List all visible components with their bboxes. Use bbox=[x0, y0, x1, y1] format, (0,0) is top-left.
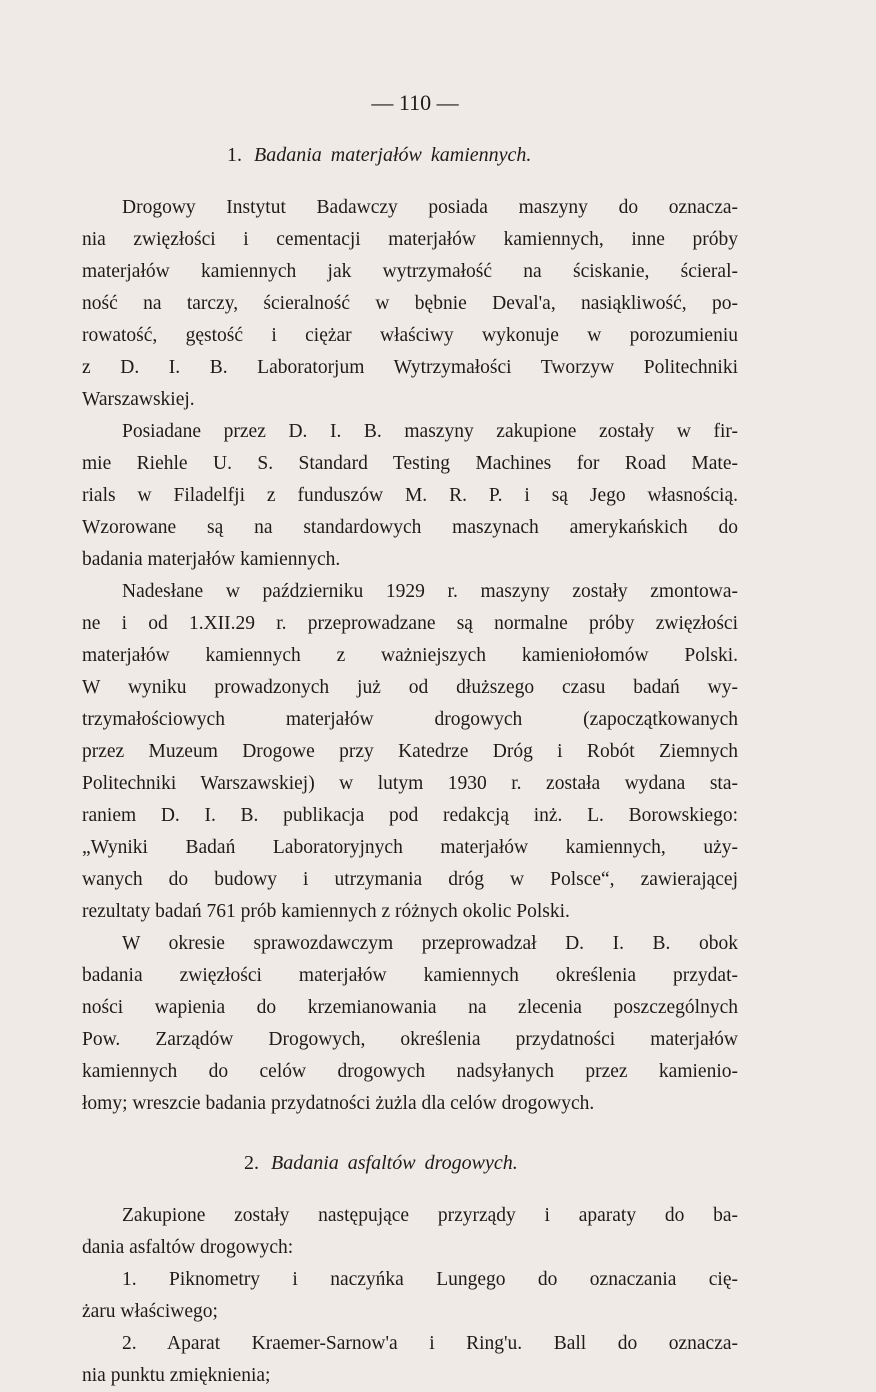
text-line: Nadesłane w październiku 1929 r. maszyny zostały zmontowa- bbox=[122, 581, 738, 602]
text-line: W wyniku prowadzonych już od dłuższego czasu badań wy- bbox=[82, 677, 738, 698]
page-number: — 110 — bbox=[371, 90, 459, 115]
document-page bbox=[82, 86, 738, 1392]
text-line: dania asfaltów drogowych: bbox=[82, 1237, 294, 1258]
text-line: raniem D. I. B. publikacja pod redakcją inż. L. Borowskiego: bbox=[82, 805, 738, 826]
text-line: 1. Piknometry i naczyńka Lungego do oznaczania cię- bbox=[122, 1269, 738, 1290]
section-heading-2 bbox=[82, 1148, 738, 1178]
paragraph bbox=[82, 1200, 738, 1264]
text-line: ności wapienia do krzemianowania na zlecenia poszczególnych bbox=[82, 997, 738, 1018]
section-title: Badania asfaltów drogowych. bbox=[271, 1152, 518, 1174]
text-line: materjałów kamiennych jak wytrzymałość na ściskanie, ścieral- bbox=[82, 261, 738, 282]
section-title: Badania materjałów kamiennych. bbox=[254, 144, 532, 166]
text-line: Politechniki Warszawskiej) w lutym 1930 r. została wydana sta- bbox=[82, 773, 738, 794]
text-line: rezultaty badań 761 prób kamiennych z różnych okolic Polski. bbox=[82, 901, 570, 922]
paragraph bbox=[82, 576, 738, 928]
text-line: mie Riehle U. S. Standard Testing Machines for Road Mate- bbox=[82, 453, 738, 474]
paragraph bbox=[82, 416, 738, 576]
text-line: z D. I. B. Laboratorjum Wytrzymałości Tworzyw Politechniki bbox=[82, 357, 738, 378]
list-item bbox=[82, 1264, 738, 1328]
text-line: Wzorowane są na standardowych maszynach amerykańskich do bbox=[82, 517, 738, 538]
list-item bbox=[82, 1328, 738, 1392]
text-line: żaru właściwego; bbox=[82, 1301, 218, 1322]
paragraph bbox=[82, 928, 738, 1120]
text-line: ne i od 1.XII.29 r. przeprowadzane są normalne próby zwięzłości bbox=[82, 613, 738, 634]
paragraph bbox=[82, 192, 738, 416]
text-line: Drogowy Instytut Badawczy posiada maszyny do oznacza- bbox=[122, 197, 738, 218]
text-line: W okresie sprawozdawczym przeprowadzał D. I. B. obok bbox=[122, 933, 738, 954]
section-heading-1 bbox=[82, 140, 738, 170]
text-line: „Wyniki Badań Laboratoryjnych materjałów kamiennych, uży- bbox=[82, 837, 738, 858]
text-line: badania zwięzłości materjałów kamiennych określenia przydat- bbox=[82, 965, 738, 986]
text-line: ność na tarczy, ścieralność w bębnie Deval'a, nasiąkliwość, po- bbox=[82, 293, 738, 314]
text-line: badania materjałów kamiennych. bbox=[82, 549, 341, 570]
text-line: nia punktu zmięknienia; bbox=[82, 1365, 271, 1386]
text-line: przez Muzeum Drogowe przy Katedrze Dróg i Robót Ziemnych bbox=[82, 741, 738, 762]
text-line: łomy; wreszcie badania przydatności żużla dla celów drogowych. bbox=[82, 1093, 595, 1114]
text-line: Pow. Zarządów Drogowych, określenia przydatności materjałów bbox=[82, 1029, 738, 1050]
text-line: trzymałościowych materjałów drogowych (zapoczątkowanych bbox=[82, 709, 738, 730]
text-line: materjałów kamiennych z ważniejszych kamieniołomów Polski. bbox=[82, 645, 738, 666]
text-line: rials w Filadelfji z funduszów M. R. P. i są Jego własnością. bbox=[82, 485, 738, 506]
text-line: Posiadane przez D. I. B. maszyny zakupione zostały w fir- bbox=[122, 421, 738, 442]
text-line: wanych do budowy i utrzymania dróg w Polsce“, zawierającej bbox=[82, 869, 738, 890]
text-line: Zakupione zostały następujące przyrządy i aparaty do ba- bbox=[122, 1205, 738, 1226]
text-line: 2. Aparat Kraemer-Sarnow'a i Ring'u. Ball do oznacza- bbox=[122, 1333, 738, 1354]
text-line: rowatość, gęstość i ciężar właściwy wykonuje w porozumieniu bbox=[82, 325, 738, 346]
section-number: 2. bbox=[244, 1152, 259, 1174]
text-line: kamiennych do celów drogowych nadsyłanych przez kamienio- bbox=[82, 1061, 738, 1082]
section-number: 1. bbox=[227, 144, 242, 166]
text-line: Warszawskiej. bbox=[82, 389, 195, 410]
text-line: nia zwięzłości i cementacji materjałów kamiennych, inne próby bbox=[82, 229, 738, 250]
